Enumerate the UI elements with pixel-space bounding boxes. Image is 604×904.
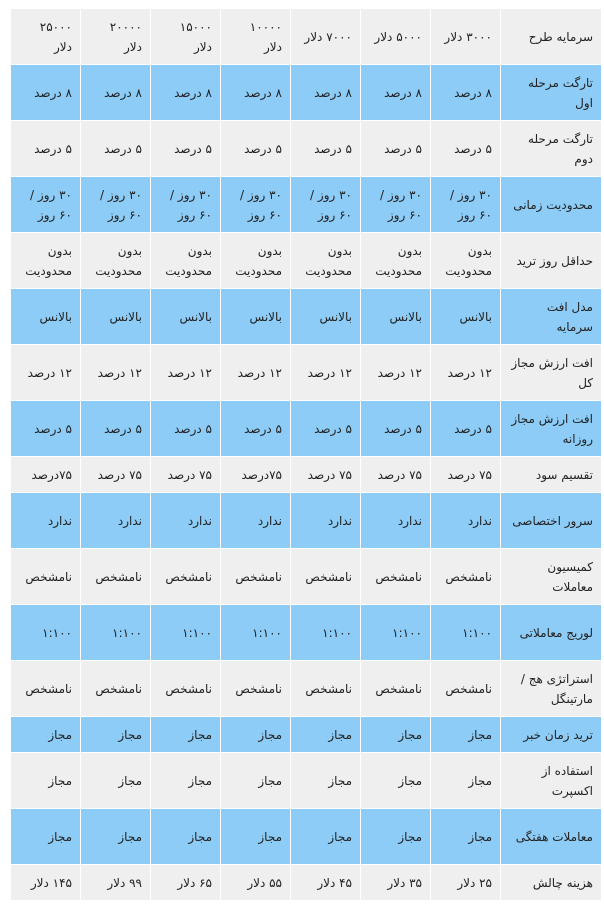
table-cell: ۸ درصد <box>291 65 361 121</box>
table-cell: مجاز <box>221 809 291 865</box>
table-cell: مجاز <box>291 753 361 809</box>
table-row <box>11 401 602 457</box>
table-cell: ۱۲ درصد <box>81 345 151 401</box>
challenge-comparison-table <box>10 8 602 901</box>
table-cell: ۸ درصد <box>11 65 81 121</box>
table-cell: ۲۵ دلار <box>431 865 501 901</box>
table-cell: ۱:۱۰۰ <box>431 605 501 661</box>
table-cell: مجاز <box>151 717 221 753</box>
table-cell: ۵ درصد <box>431 401 501 457</box>
table-cell: مجاز <box>11 753 81 809</box>
table-cell: ۵ درصد <box>361 121 431 177</box>
table-cell: ۱۲ درصد <box>11 345 81 401</box>
table-cell: ۵ درصد <box>431 121 501 177</box>
table-cell: مجاز <box>151 753 221 809</box>
table-cell: نامشخص <box>81 549 151 605</box>
table-cell: نامشخص <box>291 549 361 605</box>
table-cell: ۵ درصد <box>291 401 361 457</box>
table-cell: ۳۰ روز / ۶۰ روز <box>81 177 151 233</box>
table-cell: ۲۰۰۰۰ دلار <box>81 9 151 65</box>
table-cell: ۳۵ دلار <box>361 865 431 901</box>
table-cell: نامشخص <box>221 549 291 605</box>
table-cell: ۵ درصد <box>11 121 81 177</box>
row-label: مدل افت سرمایه <box>501 289 602 345</box>
table-cell: مجاز <box>81 753 151 809</box>
table-cell: بدون محدودیت <box>291 233 361 289</box>
table-cell: ۵ درصد <box>221 401 291 457</box>
table-row <box>11 661 602 717</box>
table-cell: مجاز <box>361 753 431 809</box>
table-body <box>11 9 602 901</box>
table-cell: نامشخص <box>291 661 361 717</box>
table-cell: نامشخص <box>431 549 501 605</box>
table-cell: مجاز <box>431 753 501 809</box>
table-cell: ۳۰۰۰ دلار <box>431 9 501 65</box>
row-label: کمیسیون معاملات <box>501 549 602 605</box>
table-cell: نامشخص <box>431 661 501 717</box>
table-cell: مجاز <box>11 717 81 753</box>
table-cell: ندارد <box>221 493 291 549</box>
table-cell: ۵ درصد <box>221 121 291 177</box>
table-cell: نامشخص <box>221 661 291 717</box>
table-cell: ۳۰ روز / ۶۰ روز <box>221 177 291 233</box>
table-cell: بدون محدودیت <box>431 233 501 289</box>
table-cell: مجاز <box>361 717 431 753</box>
table-cell: ۸ درصد <box>221 65 291 121</box>
table-cell: ۵ درصد <box>151 121 221 177</box>
row-label: تارگت مرحله دوم <box>501 121 602 177</box>
table-cell: ۵ درصد <box>361 401 431 457</box>
table-cell: ۷۵ درصد <box>361 457 431 493</box>
table-cell: ۵ درصد <box>151 401 221 457</box>
table-cell: مجاز <box>221 717 291 753</box>
table-row <box>11 121 602 177</box>
row-label: سرور اختصاصی <box>501 493 602 549</box>
table-cell: بالانس <box>431 289 501 345</box>
table-row <box>11 865 602 901</box>
table-row <box>11 457 602 493</box>
table-row <box>11 177 602 233</box>
table-cell: نامشخص <box>361 549 431 605</box>
table-cell: ندارد <box>11 493 81 549</box>
table-cell: نامشخص <box>151 661 221 717</box>
row-label: استفاده از اکسپرت <box>501 753 602 809</box>
table-row <box>11 717 602 753</box>
table-cell: ۵۵ دلار <box>221 865 291 901</box>
table-cell: مجاز <box>11 809 81 865</box>
table-cell: مجاز <box>221 753 291 809</box>
row-label: معاملات هفتگی <box>501 809 602 865</box>
table-row <box>11 65 602 121</box>
table-cell: ۸ درصد <box>81 65 151 121</box>
table-cell: نامشخص <box>361 661 431 717</box>
table-row <box>11 493 602 549</box>
row-label: افت ارزش مجاز روزانه <box>501 401 602 457</box>
table-cell: ۷۵ درصد <box>291 457 361 493</box>
table-cell: ۳۰ روز / ۶۰ روز <box>291 177 361 233</box>
table-cell: ۹۹ دلار <box>81 865 151 901</box>
table-cell: نامشخص <box>81 661 151 717</box>
table-cell: ۶۵ دلار <box>151 865 221 901</box>
row-label: تارگت مرحله اول <box>501 65 602 121</box>
table-cell: ۱۵۰۰۰ دلار <box>151 9 221 65</box>
row-label: استراتژی هج / مارتینگل <box>501 661 602 717</box>
table-cell: ۸ درصد <box>151 65 221 121</box>
table-cell: ۵ درصد <box>11 401 81 457</box>
table-row <box>11 9 602 65</box>
table-cell: ۱:۱۰۰ <box>361 605 431 661</box>
row-label: هزینه چالش <box>501 865 602 901</box>
table-cell: بالانس <box>291 289 361 345</box>
table-row <box>11 345 602 401</box>
table-cell: ۱۰۰۰۰ دلار <box>221 9 291 65</box>
table-cell: ۵ درصد <box>81 401 151 457</box>
table-cell: ۸ درصد <box>431 65 501 121</box>
row-label: افت ارزش مجاز کل <box>501 345 602 401</box>
table-cell: بالانس <box>151 289 221 345</box>
table-cell: ۱۴۵ دلار <box>11 865 81 901</box>
table-row <box>11 753 602 809</box>
table-cell: ۷۵ درصد <box>431 457 501 493</box>
table-cell: ۸ درصد <box>361 65 431 121</box>
table-cell: ۵ درصد <box>291 121 361 177</box>
table-cell: مجاز <box>81 809 151 865</box>
table-cell: ندارد <box>361 493 431 549</box>
table-cell: بالانس <box>11 289 81 345</box>
table-cell: ۷۵ درصد <box>151 457 221 493</box>
table-cell: ۳۰ روز / ۶۰ روز <box>11 177 81 233</box>
table-row <box>11 605 602 661</box>
table-cell: بدون محدودیت <box>151 233 221 289</box>
table-cell: نامشخص <box>11 661 81 717</box>
table-cell: بالانس <box>361 289 431 345</box>
row-label: تقسیم سود <box>501 457 602 493</box>
table-cell: نامشخص <box>151 549 221 605</box>
table-cell: ۳۰ روز / ۶۰ روز <box>361 177 431 233</box>
table-cell: بدون محدودیت <box>11 233 81 289</box>
table-cell: ۷۰۰۰ دلار <box>291 9 361 65</box>
table-cell: بدون محدودیت <box>81 233 151 289</box>
row-label: لوریج معاملاتی <box>501 605 602 661</box>
table-cell: مجاز <box>361 809 431 865</box>
table-cell: ۱۲ درصد <box>221 345 291 401</box>
table-cell: بدون محدودیت <box>361 233 431 289</box>
table-row <box>11 289 602 345</box>
table-cell: ۳۰ روز / ۶۰ روز <box>151 177 221 233</box>
table-cell: ۱:۱۰۰ <box>151 605 221 661</box>
table-cell: مجاز <box>291 717 361 753</box>
row-label: ترید زمان خبر <box>501 717 602 753</box>
table-cell: ۷۵درصد <box>11 457 81 493</box>
table-cell: نامشخص <box>11 549 81 605</box>
table-cell: ندارد <box>151 493 221 549</box>
table-cell: ۴۵ دلار <box>291 865 361 901</box>
comparison-table-wrapper <box>10 8 602 901</box>
table-cell: ۱۲ درصد <box>291 345 361 401</box>
row-label: حداقل روز ترید <box>501 233 602 289</box>
table-cell: بالانس <box>81 289 151 345</box>
table-cell: ۱۲ درصد <box>361 345 431 401</box>
row-label: محدودیت زمانی <box>501 177 602 233</box>
table-cell: ۷۵ درصد <box>81 457 151 493</box>
table-cell: ۱:۱۰۰ <box>81 605 151 661</box>
table-cell: مجاز <box>81 717 151 753</box>
table-row <box>11 233 602 289</box>
table-cell: ۷۵درصد <box>221 457 291 493</box>
table-cell: ۱:۱۰۰ <box>11 605 81 661</box>
table-cell: ۱:۱۰۰ <box>221 605 291 661</box>
table-cell: ۵۰۰۰ دلار <box>361 9 431 65</box>
table-cell: ندارد <box>431 493 501 549</box>
table-cell: ندارد <box>291 493 361 549</box>
table-cell: ۳۰ روز / ۶۰ روز <box>431 177 501 233</box>
table-cell: ۱:۱۰۰ <box>291 605 361 661</box>
table-cell: ۱۲ درصد <box>431 345 501 401</box>
table-cell: ۱۲ درصد <box>151 345 221 401</box>
table-cell: بدون محدودیت <box>221 233 291 289</box>
table-row <box>11 549 602 605</box>
table-cell: ۵ درصد <box>81 121 151 177</box>
table-cell: ۲۵۰۰۰ دلار <box>11 9 81 65</box>
table-cell: ندارد <box>81 493 151 549</box>
table-cell: بالانس <box>221 289 291 345</box>
table-cell: مجاز <box>431 717 501 753</box>
table-row <box>11 809 602 865</box>
table-cell: مجاز <box>291 809 361 865</box>
row-label: سرمایه طرح <box>501 9 602 65</box>
table-cell: مجاز <box>151 809 221 865</box>
table-cell: مجاز <box>431 809 501 865</box>
